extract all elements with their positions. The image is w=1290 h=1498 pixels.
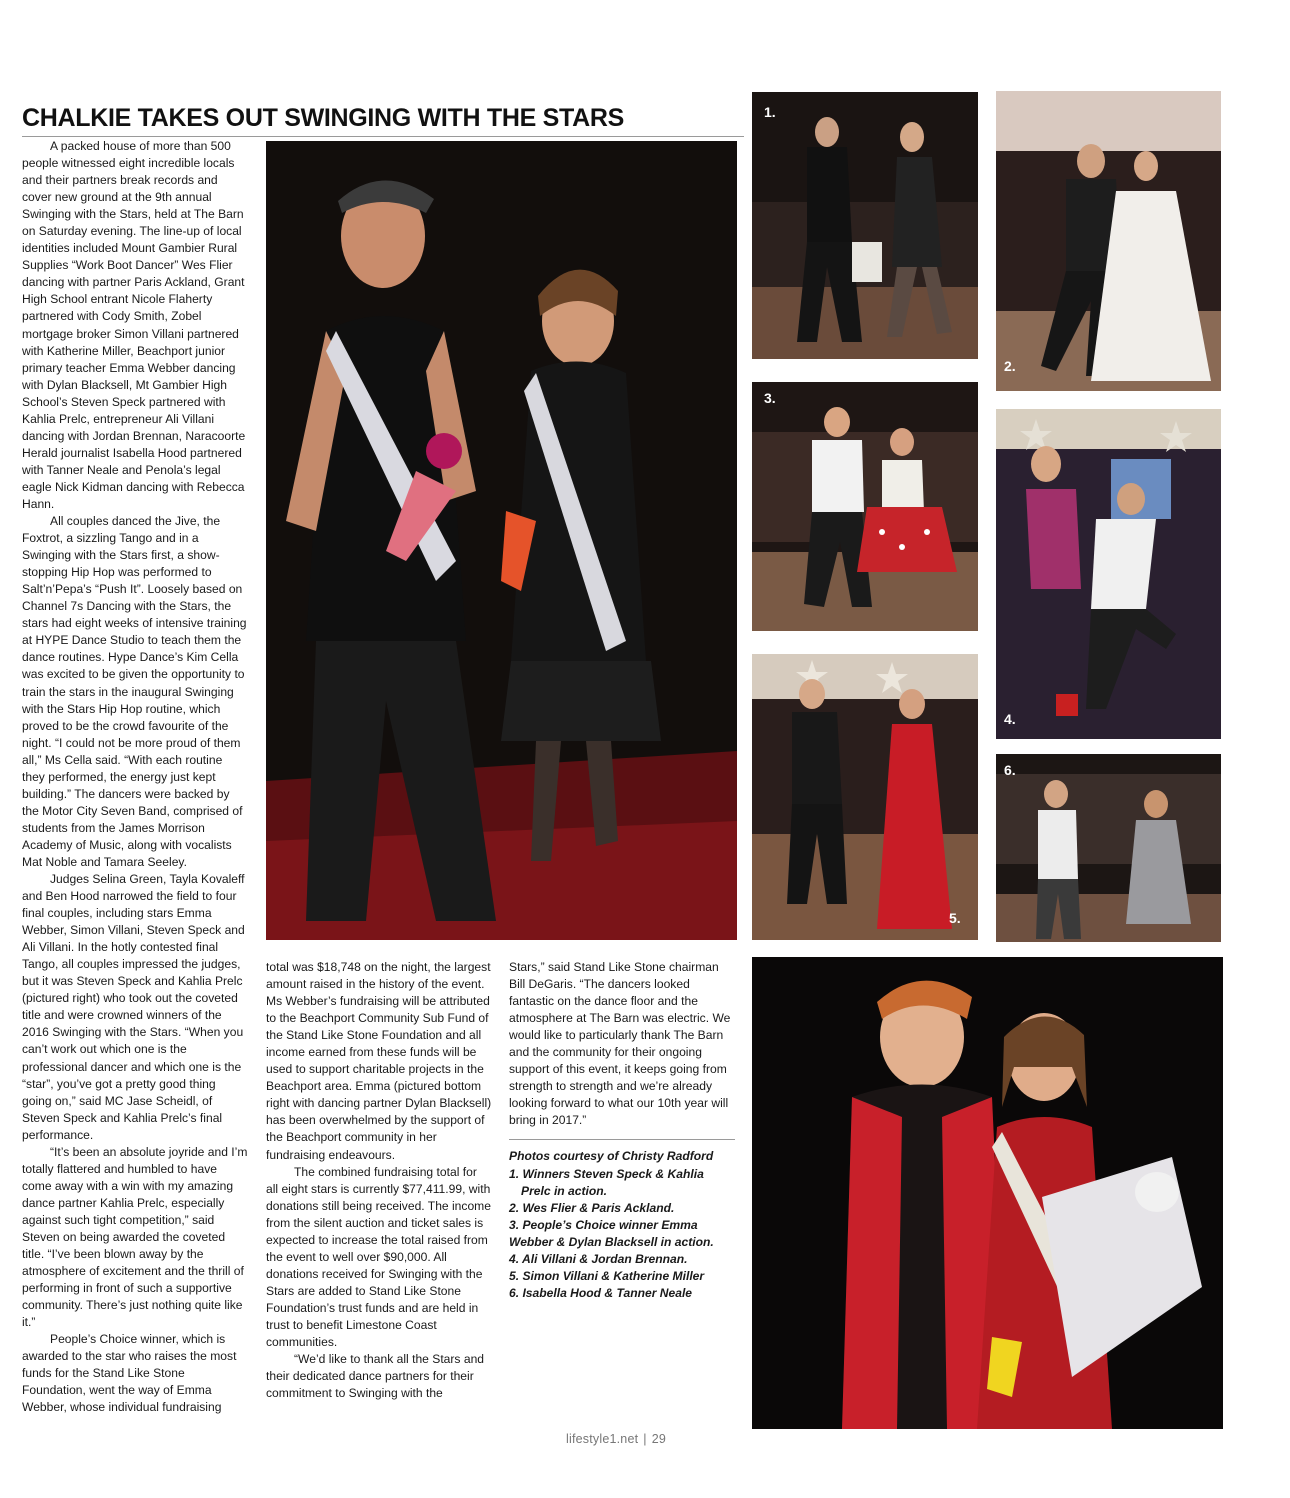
photo-4 xyxy=(996,409,1221,739)
caption-1: 1. Winners Steven Speck & Kahlia Prelc in action. xyxy=(509,1166,704,1198)
photo-5 xyxy=(752,654,978,940)
paragraph: Judges Selina Green, Tayla Kovaleff and Ben Hood narrowed the field to four final couples, including stars Emma Webber, Simon Villani, Steven Speck and Ali Villani. In the hotly contested final Tango, all couples impressed the judges, but it was Steven Speck and Kahlia Prelc (pictured right) who took out the coveted title and were crowned winners of the 2016 Swinging with the Stars. “When you can’t work out which one is the professional dancer and which one is the “star”, you’ve got a pretty good thing going on,” said MC Jase Scheidl, of Steven Speck and Kahlia Prelc’s final performance. xyxy=(22,872,245,1142)
photo-3 xyxy=(752,382,978,631)
paragraph: Stars,” said Stand Like Stone chairman Bill DeGaris. “The dancers looked fantastic on the dance floor and the atmosphere at The Barn was electric. We would like to particularly thank The Barn and the community for their ongoing support of this event, it keeps going from strength to strength and we’re already looking forward to what our 10th year will bring in 2017.” xyxy=(509,960,731,1128)
paragraph: total was $18,748 on the night, the largest amount raised in the history of the event. Ms Webber’s fundraising will be attributed to the Beachport Community Sub Fund of the Stand Like Stone Foundation and all income earned from these funds will be used to support charitable projects in the Beachport area. Emma (pictured bottom right with dancing partner Dylan Blacksell) has been overwhelmed by the support of the Beachport community in her fundraising endeavours. xyxy=(266,960,492,1162)
peoples-choice-photo xyxy=(752,957,1223,1429)
caption-3: 3. People’s Choice winner Emma Webber & Dylan Blacksell in action. xyxy=(509,1217,714,1249)
caption-5: 5. Simon Villani & Katherine Miller xyxy=(509,1268,705,1283)
photo-1 xyxy=(752,92,978,359)
footer-separator: | xyxy=(643,1432,647,1446)
footer-site: lifestyle1.net xyxy=(566,1432,639,1446)
photo-number: 3. xyxy=(764,390,776,406)
page-number: 29 xyxy=(651,1432,667,1446)
photo-2 xyxy=(996,91,1221,391)
caption-6: 6. Isabella Hood & Tanner Neale xyxy=(509,1285,693,1300)
caption-divider xyxy=(509,1139,735,1140)
article-column-1 xyxy=(22,138,248,1417)
photo-number: 2. xyxy=(1004,358,1016,374)
photo-credit: Photos courtesy of Christy Radford xyxy=(509,1149,714,1164)
caption-2: 2. Wes Flier & Paris Ackland. xyxy=(509,1200,675,1215)
paragraph: People’s Choice winner, which is awarded to the star who raises the most funds for the Stand Like Stone Foundation, went the way of Emma Webber, whose individual fundraising xyxy=(22,1332,237,1415)
photo-number: 5. xyxy=(949,910,961,926)
paragraph: All couples danced the Jive, the Foxtrot, a sizzling Tango and in a Swinging with the Stars first, a show-stopping Hip Hop was performed to Salt’n’Pepa’s “Push It”. Loosely based on Channel 7s Dancing with the Stars, the stars had eight weeks of intensive training at HYPE Dance Studio to teach them the dance routines. Hype Dance’s Kim Cella was excited to be given the opportunity to train the stars in the inaugural Swinging with the Stars Hip Hop routine, which proved to be the crowd favourite of the night. “I could not be more proud of them all,” Ms Cella said. “With each routine they performed, the energy just kept building.” The dancers were backed by the Motor City Seven Band, comprised of students from the James Morrison Academy of Music, along with vocalists Mat Noble and Tamara Seeley. xyxy=(22,514,247,869)
photo-6 xyxy=(996,754,1221,942)
paragraph: “It’s been an absolute joyride and I’m totally flattered and humbled to have come away with a win with my amazing dance partner Kahlia Prelc, especially against such tight competition,” said Steven on being awarded the coveted title. “I’ve been blown away by the atmosphere of excitement and the thrill of performing in front of such a supportive community. There’s just nothing quite like it.” xyxy=(22,1144,248,1330)
paragraph: “We’d like to thank all the Stars and their dedicated dance partners for their commitment to Swinging with the xyxy=(266,1352,485,1401)
photo-number: 4. xyxy=(1004,711,1016,727)
article-headline: CHALKIE TAKES OUT SWINGING WITH THE STARS xyxy=(22,103,744,137)
caption-4: 4. Ali Villani & Jordan Brennan. xyxy=(509,1251,688,1266)
paragraph: The combined fundraising total for all eight stars is currently $77,411.99, with donations still being received. The income from the silent auction and ticket sales is expected to increase the total raised from the event to well over $90,000. All donations received for Swinging with the Stars are added to Stand Like Stone Foundation’s trust funds and are held in trust to benefit Limestone Coast communities. xyxy=(266,1164,491,1350)
article-column-3 xyxy=(509,959,735,1302)
photo-number: 1. xyxy=(764,104,776,120)
page-footer xyxy=(566,1432,666,1446)
winners-photo xyxy=(266,141,737,940)
paragraph: A packed house of more than 500 people witnessed eight incredible locals and their partners break records and cover new ground at the 9th annual Swinging with the Stars, held at The Barn on Saturday evening. The line-up of local identities included Mount Gambier Rural Supplies “Work Boot Dancer” Wes Flier dancing with partner Paris Ackland, Grant High School entrant Nicole Flaherty partnered with Cody Smith, Zobel mortgage broker Simon Villani partnered with Katherine Miller, Beachport junior primary teacher Emma Webber dancing with Dylan Blacksell, Mt Gambier High School’s Steven Speck partnered with Kahlia Prelc, entrepreneur Ali Villani dancing with Jordan Brennan, Naracoorte Herald journalist Isabella Hood partnered with Tanner Neale and Penola’s legal eagle Nick Kidman dancing with Rebecca Hann. xyxy=(22,139,246,511)
article-column-2 xyxy=(266,959,492,1402)
photo-number: 6. xyxy=(1004,762,1016,778)
